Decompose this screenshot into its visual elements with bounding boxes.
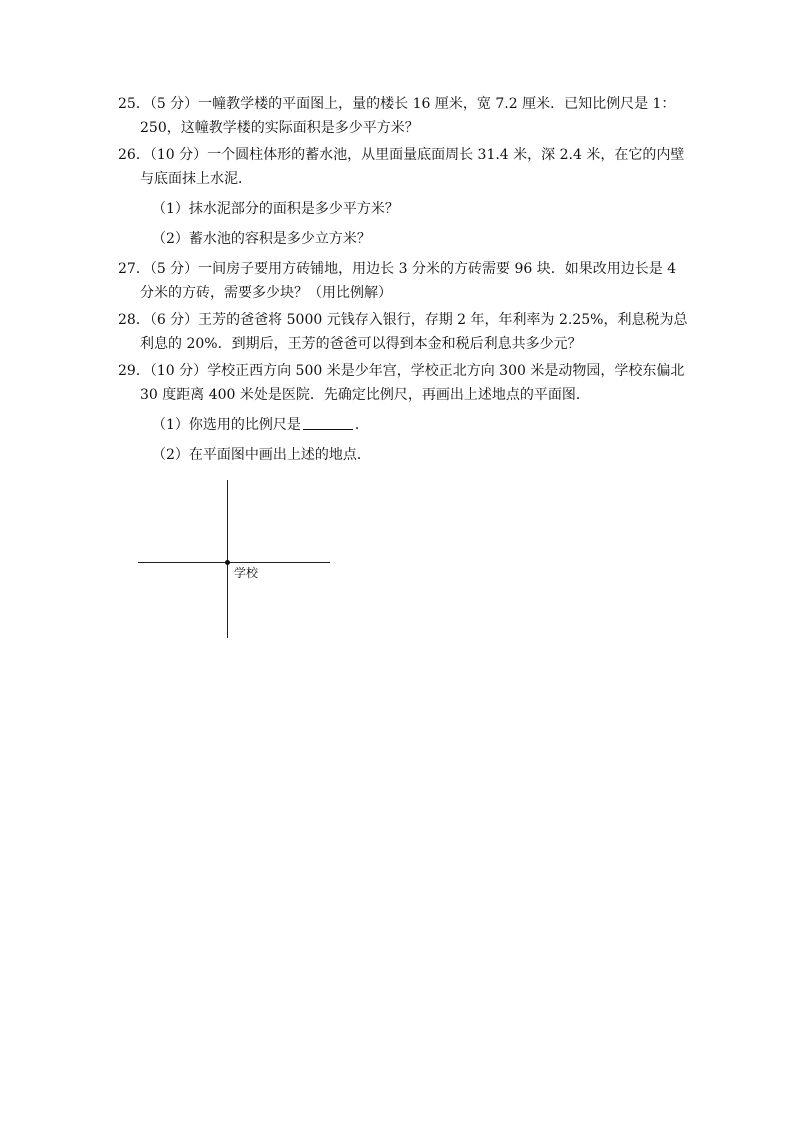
question-text: （5 分）一间房子要用方砖铺地，用边长 3 分米的方砖需要 96 块．如果改用边长是 4 分米的方砖，需要多少块？（用比例解） (140, 261, 677, 301)
question-number: 29． (118, 363, 150, 379)
question-26-sub-1: （1）抹水泥部分的面积是多少平方米？ (152, 201, 399, 217)
question-text: （10 分）一个圆柱体形的蓄水池，从里面量底面周长 31.4 米，深 2.4 米，在它的内壁与底面抹上水泥． (140, 147, 685, 187)
answer-blank[interactable] (303, 415, 353, 430)
question-29-sub-1 (118, 413, 688, 437)
question-28 (118, 308, 688, 356)
question-number: 27． (118, 261, 150, 277)
question-text: （5 分）一幢教学楼的平面图上，量的楼长 16 厘米，宽 7.2 厘米．已知比例尺是 1：250，这幢教学楼的实际面积是多少平方米？ (140, 96, 676, 136)
question-27 (118, 257, 688, 305)
origin-label: 学校 (234, 566, 259, 580)
question-29-sub-2: （2）在平面图中画出上述的地点． (152, 447, 371, 463)
origin-point (225, 560, 230, 565)
question-26 (118, 143, 688, 191)
question-list (118, 92, 688, 473)
question-25 (118, 92, 688, 140)
question-29 (118, 359, 688, 407)
sub-text: （1）你选用的比例尺是 (152, 417, 301, 433)
coordinate-figure (138, 480, 338, 640)
question-number: 26． (118, 147, 150, 163)
east-west-axis (138, 562, 330, 563)
sub-text-end: ． (354, 417, 369, 433)
north-south-axis (227, 480, 228, 638)
question-text: （10 分）学校正西方向 500 米是少年宫，学校正北方向 300 米是动物园，学校东偏北 30 度距离 400 米处是医院．先确定比例尺，再画出上述地点的平面图． (140, 363, 685, 403)
question-number: 25． (118, 96, 150, 112)
question-26-sub-2: （2）蓄水池的容积是多少立方米？ (152, 231, 371, 247)
question-text: （6 分）王芳的爸爸将 5000 元钱存入银行，存期 2 年，年利率为 2.25%，利息税为总利息的 20%．到期后，王芳的爸爸可以得到本金和税后利息共多少元？ (140, 312, 688, 352)
question-number: 28． (118, 312, 150, 328)
